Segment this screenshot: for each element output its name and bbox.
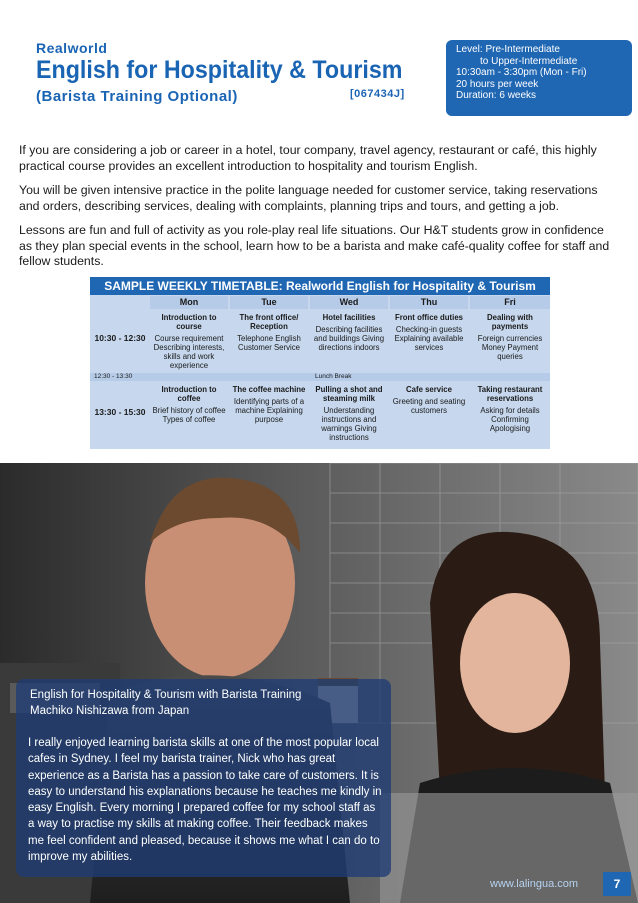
cell-text: Brief history of coffee Types of coffee xyxy=(152,406,226,424)
lunch-time: 12:30 - 13:30 xyxy=(94,373,133,380)
cell-heading: The front office/ Reception xyxy=(239,313,299,331)
day-header-mon: Mon xyxy=(150,296,228,309)
course-info-box xyxy=(446,40,632,116)
time-line: 10:30am - 3:30pm (Mon - Fri) xyxy=(456,67,587,78)
cell-text: Course requirement Describing interests, skills and work experience xyxy=(153,334,225,370)
website-link[interactable]: www.lalingua.com xyxy=(490,878,579,890)
cell-heading: Dealing with payments xyxy=(487,313,533,331)
day-header-wed: Wed xyxy=(310,296,388,309)
cell-text: Foreign currencies Money Payment queries xyxy=(477,334,543,361)
cell-text: Telephone English Customer Service xyxy=(237,334,301,352)
cell-text: Describing facilities and buildings Giving directions indoors xyxy=(313,325,385,352)
testimonial-author: Machiko Nishizawa from Japan xyxy=(30,705,190,717)
timetable-cell xyxy=(310,311,388,352)
cell-text: Greeting and seating customers xyxy=(392,397,466,415)
level-line-1: Level: Pre-Intermediate xyxy=(456,44,560,55)
page-title: English for Hospitality & Tourism xyxy=(36,56,403,84)
page-subtitle: (Barista Training Optional) xyxy=(36,88,238,105)
timetable-cell xyxy=(390,311,468,352)
weekly-timetable xyxy=(90,277,550,449)
duration-line: Duration: 6 weeks xyxy=(456,90,537,101)
cell-text: Checking-in guests Explaining available services xyxy=(394,325,464,352)
cell-heading: The coffee machine xyxy=(232,385,306,394)
timetable-cell xyxy=(470,311,550,361)
cell-text: Identifying parts of a machine Explaining purpose xyxy=(233,397,305,424)
lessons-paragraph: Lessons are fun and full of activity as you role-play real life situations. Our H&T students grow in confidence as they plan special events in the school, learn how to be a barista and make café-quality coffee for staff and fellow students. xyxy=(19,223,610,268)
testimonial-title: English for Hospitality & Tourism with Barista Training xyxy=(30,689,302,701)
timetable-cell xyxy=(150,311,228,370)
cell-text: Asking for details Confirming Apologising xyxy=(480,406,540,433)
cell-heading: Hotel facilities xyxy=(322,313,376,322)
cell-heading: Pulling a shot and steaming milk xyxy=(315,385,383,403)
timetable-title: SAMPLE WEEKLY TIMETABLE: Realworld English for Hospitality & Tourism xyxy=(90,277,550,295)
cell-text: Understanding instructions and warnings Giving instructions xyxy=(321,406,377,442)
day-header-tue: Tue xyxy=(230,296,308,309)
day-header-thu: Thu xyxy=(390,296,468,309)
cell-heading: Introduction to coffee xyxy=(161,385,217,403)
hours-line: 20 hours per week xyxy=(456,78,539,90)
practice-paragraph: You will be given intensive practice in the polite language needed for customer service, taking reservations and orders, describing services, dealing with complaints, planning trips and tours, and getting a job. xyxy=(19,183,598,213)
timetable-cell xyxy=(470,383,550,433)
intro-paragraph: If you are considering a job or career in a hotel, tour company, travel agency, restaurant or café, this highly practical course provides an excellent introduction to hospitality and tourism English. xyxy=(19,143,597,173)
day-header-fri: Fri xyxy=(470,296,550,309)
cell-heading: Introduction to course xyxy=(161,313,217,331)
lunch-label: Lunch Break xyxy=(315,373,352,380)
cell-heading: Taking restaurant reservations xyxy=(477,385,543,403)
level-line-2: to Upper-Intermediate xyxy=(480,55,578,67)
timetable-cell xyxy=(230,311,308,352)
timetable-cell xyxy=(310,383,388,442)
brand-label: Realworld xyxy=(36,40,108,56)
timetable-cell xyxy=(230,383,308,424)
time-slot-afternoon: 13:30 - 15:30 xyxy=(94,407,146,417)
timetable-cell xyxy=(150,383,228,424)
testimonial-body: I really enjoyed learning barista skills at one of the most popular local cafes in Sydney. I feel my barista trainer, Nick who has great experience as a Barista has a passion to take care of customers. It is easy to understand his explanations because he teaches me kindly in easy English. Every morning I prepared coffee for my school staff as a way to practise my skills at making coffee. Their feedback makes me feel confident and pleased, because it shows me what I can do to improve my abilities. xyxy=(28,737,382,864)
cell-heading: Cafe service xyxy=(406,385,452,394)
cell-heading: Front office duties xyxy=(394,313,463,322)
page-number: 7 xyxy=(603,872,631,896)
course-code: [067434J] xyxy=(350,88,405,100)
testimonial-box xyxy=(16,679,391,877)
timetable-cell xyxy=(390,383,468,415)
time-slot-morning: 10:30 - 12:30 xyxy=(94,333,146,343)
